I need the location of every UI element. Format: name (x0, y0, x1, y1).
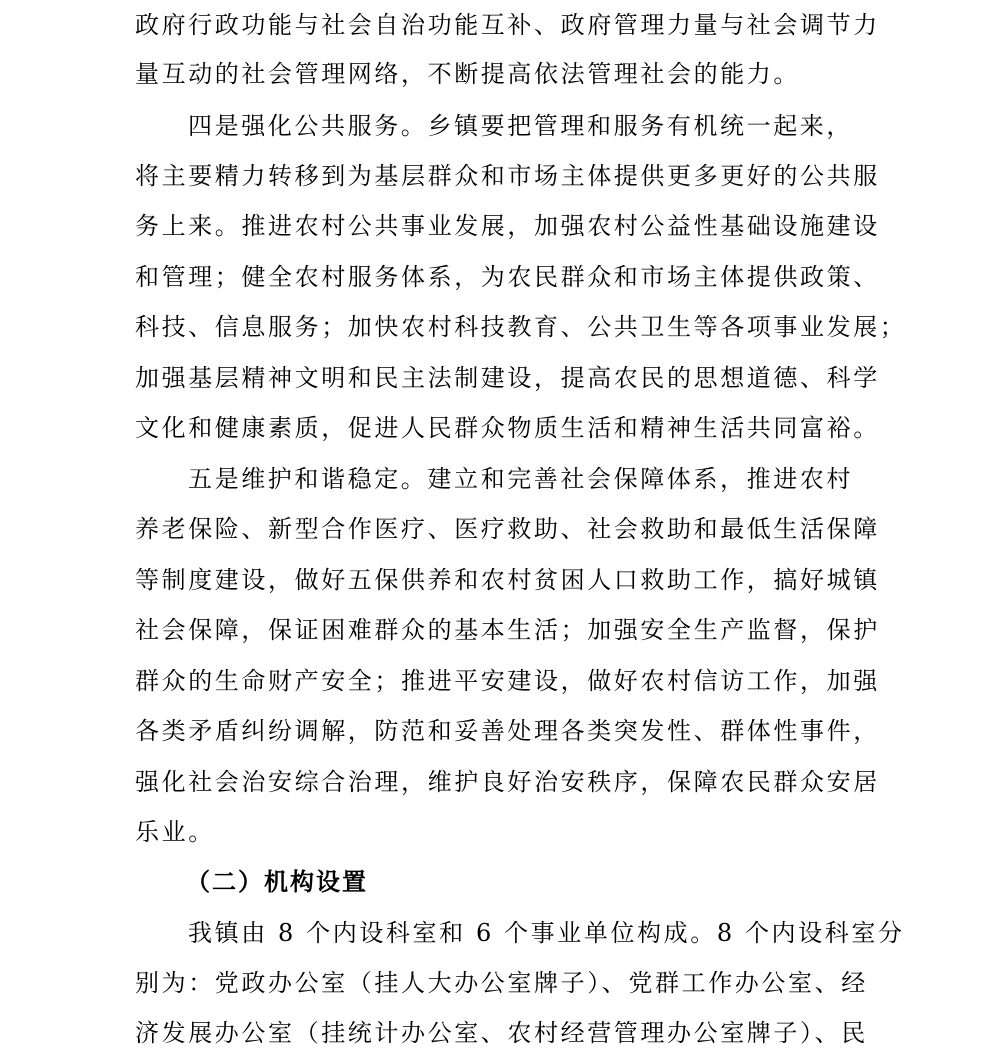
text-line: 社会保障，保证困难群众的基本生活；加强安全生产监督，保护 (135, 616, 880, 644)
text-line: 养老保险、新型合作医疗、医疗救助、社会救助和最低生活保障 (135, 515, 880, 543)
paragraph-first-line: 五是维护和谐稳定。建立和完善社会保障体系，推进农村 (188, 465, 853, 493)
paragraph-first-line: 我镇由 8 个内设科室和 6 个事业单位构成。8 个内设科室分 (188, 919, 905, 947)
text-line: 别为：党政办公室（挂人大办公室牌子）、党群工作办公室、经 (135, 969, 868, 997)
text-line: 科技、信息服务；加快农村科技教育、公共卫生等各项事业发展； (135, 313, 907, 341)
text-line: 群众的生命财产安全；推进平安建设，做好农村信访工作，加强 (135, 667, 880, 695)
text-line: 乐业。 (135, 818, 215, 846)
text-line: 各类矛盾纠纷调解，防范和妥善处理各类突发性、群体性事件， (135, 717, 880, 745)
text-line: 量互动的社会管理网络，不断提高依法管理社会的能力。 (135, 60, 800, 88)
text-line: 等制度建设，做好五保供养和农村贫困人口救助工作，搞好城镇 (135, 566, 880, 594)
text-line: 强化社会治安综合治理，维护良好治安秩序，保障农民群众安居 (135, 768, 880, 796)
text-line: 济发展办公室（挂统计办公室、农村经营管理办公室牌子）、民 (135, 1019, 868, 1047)
paragraph-first-line: 四是强化公共服务。乡镇要把管理和服务有机统一起来， (188, 112, 853, 140)
text-line: 文化和健康素质，促进人民群众物质生活和精神生活共同富裕。 (135, 414, 880, 442)
section-heading: （二）机构设置 (186, 867, 368, 896)
text-line: 加强基层精神文明和民主法制建设，提高农民的思想道德、科学 (135, 364, 880, 392)
text-line: 和管理；健全农村服务体系，为农民群众和市场主体提供政策、 (135, 263, 880, 291)
text-line: 政府行政功能与社会自治功能互补、政府管理力量与社会调节力 (135, 11, 880, 39)
text-line: 务上来。推进农村公共事业发展，加强农村公益性基础设施建设 (135, 212, 880, 240)
text-line: 将主要精力转移到为基层群众和市场主体提供更多更好的公共服 (135, 162, 880, 190)
